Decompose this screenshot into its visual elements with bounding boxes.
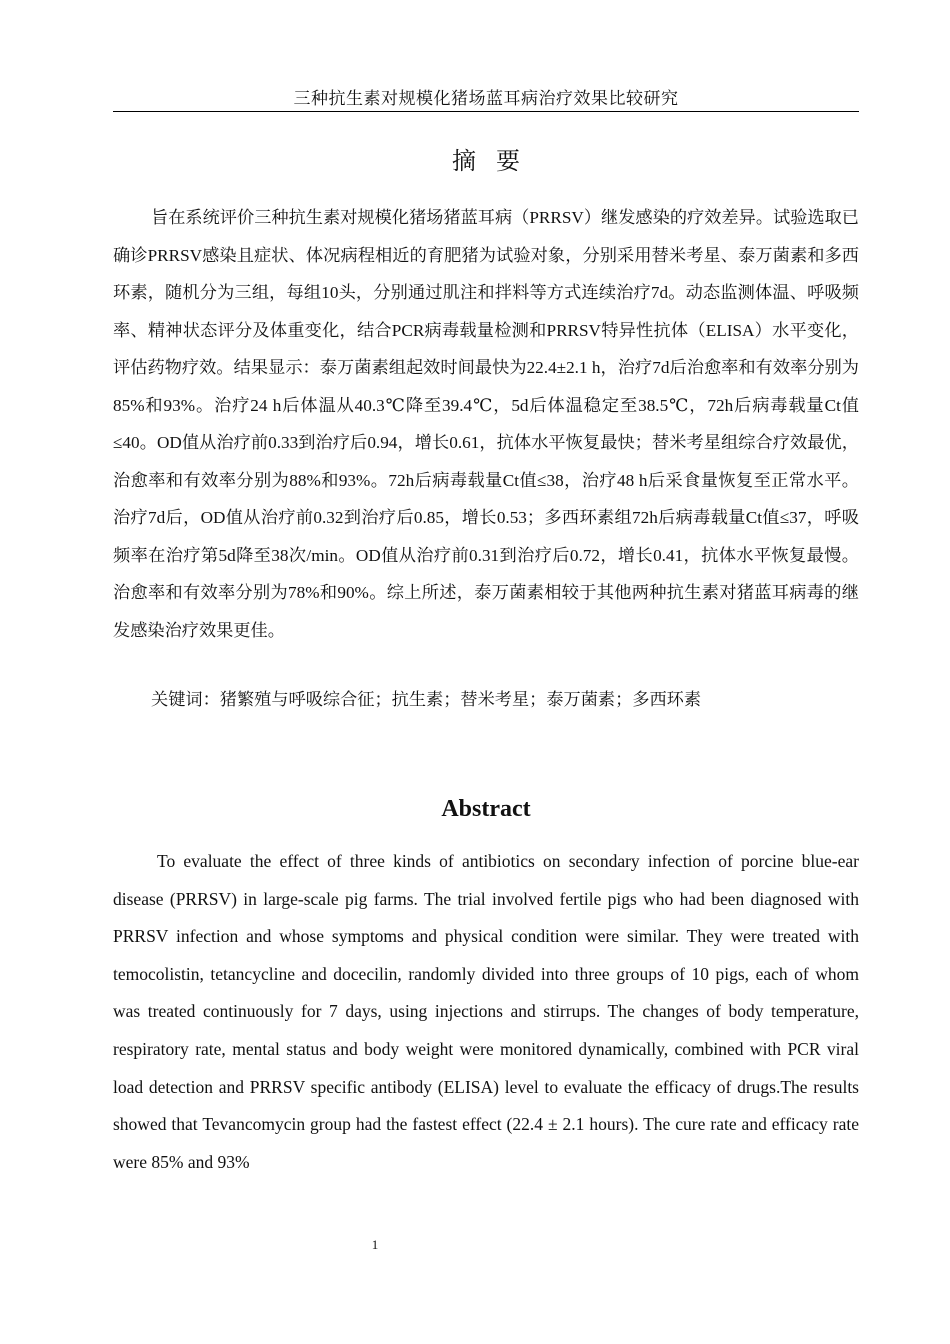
cn-abstract-body: 旨在系统评价三种抗生素对规模化猪场猪蓝耳病（PRRSV）继发感染的疗效差异。试验选取已确诊PRRSV感染且症状、体况病程相近的育肥猪为试验对象，分别采用替米考星、泰万菌素和多西环素，随机分为三组，每组10头，分别通过肌注和拌料等方式连续治疗7d。动态监测体温、呼吸频率、精神状态评分及体重变化，结合PCR病毒载量检测和PRRSV特异性抗体（ELISA）水平变化，评估药物疗效。结果显示：泰万菌素组起效时间最快为22.4±2.1 h，治疗7d后治愈率和有效率分别为85%和93%。治疗24 h后体温从40.3℃降至39.4℃，5d后体温稳定至38.5℃，72h后病毒载量Ct值≤40。OD值从治疗前0.33到治疗后0.94，增长0.61，抗体水平恢复最快；替米考星组综合疗效最优，治愈率和有效率分别为88%和93%。72h后病毒载量Ct值≤38，治疗48 h后采食量恢复至正常水平。治疗7d后，OD值从治疗前0.32到治疗后0.85，增长0.53；多西环素组72h后病毒载量Ct值≤37，呼吸频率在治疗第5d降至38次/min。OD值从治疗前0.31到治疗后0.72，增长0.41，抗体水平恢复最慢。治愈率和有效率分别为78%和90%。综上所述，泰万菌素相较于其他两种抗生素对猪蓝耳病毒的继发感染治疗效果更佳。 bbox=[113, 208, 859, 640]
running-header: 三种抗生素对规模化猪场蓝耳病治疗效果比较研究 bbox=[113, 88, 859, 112]
page-number: 1 bbox=[371, 1237, 379, 1252]
cn-abstract-title: 摘要 bbox=[452, 149, 540, 175]
en-abstract-title: Abstract bbox=[441, 796, 531, 822]
en-abstract-body: To evaluate the effect of three kinds of antibiotics on secondary infection of porcine blue-ear disease (PRRSV) in large-scale pig farms. The trial involved fertile pigs who had been diagnosed with PRRSV infection and whose symptoms and physical condition were similar. They were treated with temocolistin, tetancycline and docecilin, randomly divided into three groups of 10 pigs, each of whom was treated continuously for 7 days, using injections and stirrups. The changes of body temperature, respiratory rate, mental status and body weight were monitored dynamically, combined with PCR viral load detection and PRRSV specific antibody (ELISA) level to evaluate the efficacy of drugs.The results showed that Tevancomycin group had the fastest effect (22.4 ± 2.1 hours). The cure rate and efficacy rate were 85% and 93% bbox=[113, 851, 859, 1172]
cn-keywords: 关键词：猪繁殖与呼吸综合征；抗生素；替米考星；泰万菌素；多西环素 bbox=[151, 690, 702, 709]
